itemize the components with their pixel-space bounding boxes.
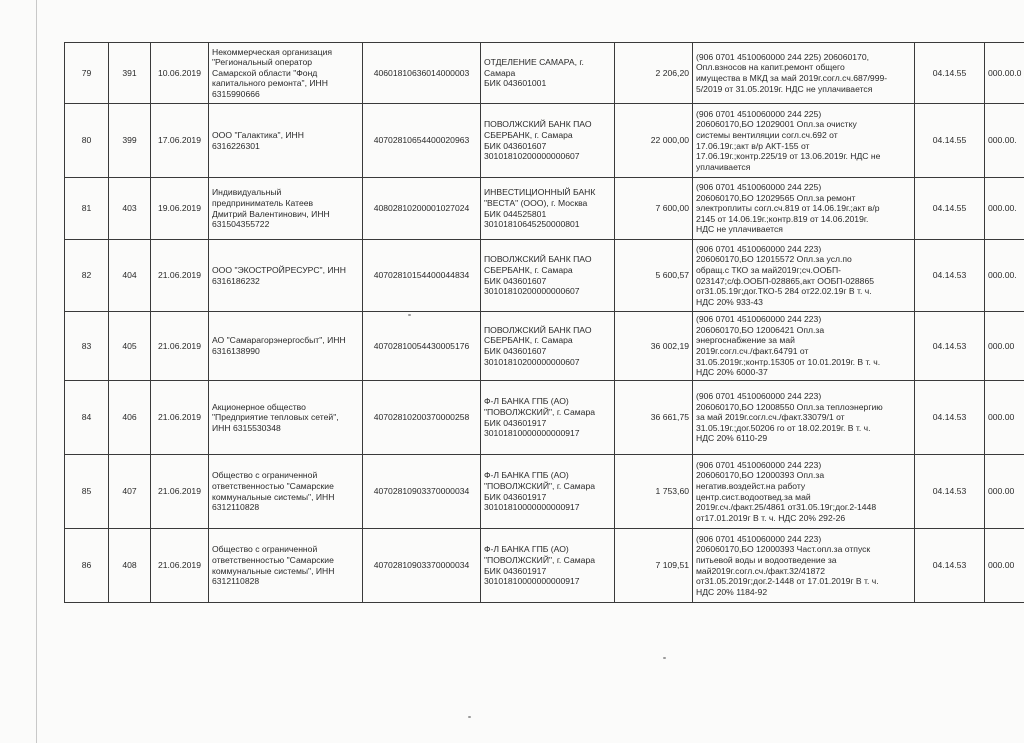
table-body [65, 43, 1024, 603]
payment-purpose-cell-line: питьевой воды и водоотведение за [696, 554, 837, 565]
bank-cell-line: ПОВОЛЖСКИЙ БАНК ПАО [484, 324, 592, 335]
truncated-code-cell: 000.00.0 [985, 43, 1024, 104]
payment-purpose-cell [693, 104, 915, 178]
payment-date-cell: 17.06.2019 [151, 104, 209, 178]
table-row [65, 178, 1024, 240]
payment-date-cell: 10.06.2019 [151, 43, 209, 104]
bank-cell [481, 381, 615, 455]
payment-purpose-cell-line: (906 0701 4510060000 244 223) [696, 391, 822, 402]
payee-cell [209, 104, 363, 178]
page-margin-line [36, 0, 37, 743]
bank-cell-line: БИК 043601001 [484, 78, 547, 89]
bank-cell-line: БИК 043601607 [484, 140, 547, 151]
payment-purpose-cell-line: центр.сист.водоотвед.за май [696, 491, 811, 502]
payment-purpose-cell [693, 529, 915, 603]
budget-code-cell: 04.14.55 [915, 43, 985, 104]
bank-cell-line: Ф-Л БАНКА ГПБ (АО) [484, 396, 569, 407]
payee-cell [209, 455, 363, 529]
payment-purpose-cell [693, 43, 915, 104]
bank-cell-line: 30101810200000000607 [484, 286, 580, 297]
bank-cell-line: СБЕРБАНК, г. Самара [484, 264, 573, 275]
payee-cell-line: 631504355722 [212, 219, 270, 230]
payee-cell-line: коммунальные системы", ИНН [212, 491, 335, 502]
payment-purpose-cell-line: электроплиты согл.сч.819 от 14.06.19г.;акт в/р [696, 203, 880, 214]
payment-purpose-cell-line: имущества в МКД за май 2019г.согл.сч.687/999- [696, 73, 888, 83]
row-number-cell: 80 [65, 104, 109, 178]
bank-cell-line: БИК 044525801 [484, 208, 547, 219]
bank-cell-line: "ПОВОЛЖСКИЙ", г. Самара [484, 480, 596, 491]
payee-cell-line: 6316226301 [212, 140, 260, 151]
bank-cell-line: ИНВЕСТИЦИОННЫЙ БАНК [484, 187, 596, 198]
bank-cell-line: 30101810200000000607 [484, 151, 580, 162]
truncated-code-cell: 000.00. [985, 104, 1024, 178]
payment-purpose-cell-line: за май 2019г.согл.сч./факт.33079/1 от [696, 412, 845, 423]
document-number-cell: 408 [109, 529, 151, 603]
payee-cell-line: 6316186232 [212, 275, 260, 286]
payment-purpose-cell-line: 206060170,БО 12000393 Част.опл.за отпуск [696, 544, 871, 555]
payment-purpose-cell-line: НДС 20% 6110-29 [696, 433, 768, 444]
payment-purpose-cell-line: НДС 20% 933-43 [696, 296, 763, 307]
table-row [65, 529, 1024, 603]
payee-cell-line: Общество с ограниченной [212, 470, 318, 481]
payment-purpose-cell-line: от17.01.2019г В т. ч. НДС 20% 292-26 [696, 512, 846, 523]
payment-purpose-cell-line: (906 0701 4510060000 244 225) [696, 108, 822, 119]
table-row [65, 381, 1024, 455]
table-row [65, 312, 1024, 381]
bank-cell-line: СБЕРБАНК, г. Самара [484, 129, 573, 140]
payee-cell-line: ИНН 6315530348 [212, 422, 281, 433]
payment-purpose-cell-line: НДС 20% 1184-92 [696, 586, 768, 597]
bank-cell-line: Ф-Л БАНКА ГПБ (АО) [484, 470, 569, 481]
bank-cell-line: ОТДЕЛЕНИЕ САМАРА, г. [484, 57, 584, 68]
payee-cell-line: коммунальные системы", ИНН [212, 565, 335, 576]
payment-purpose-cell-line: (906 0701 4510060000 244 225) 206060170, [696, 51, 869, 62]
payment-purpose-cell-line: 206060170,БО 12015572 Опл.за усл.по [696, 254, 852, 265]
bank-cell-line: БИК 043601917 [484, 565, 547, 576]
payment-purpose-cell [693, 178, 915, 240]
payment-purpose-cell-line: обращ.с ТКО за май2019г;сч.ООБП- [696, 264, 841, 275]
scan-speck [663, 657, 666, 659]
payment-purpose-cell [693, 381, 915, 455]
amount-cell: 5 600,57 [615, 240, 693, 312]
bank-cell-line: Самара [484, 67, 516, 78]
account-number-cell: 40702810054430005176 [363, 312, 481, 381]
payee-cell [209, 178, 363, 240]
payee-cell-line: Общество с ограниченной [212, 544, 318, 555]
payee-cell [209, 529, 363, 603]
payment-purpose-cell-line: негатив.воздейст.на работу [696, 480, 806, 491]
row-number-cell: 84 [65, 381, 109, 455]
payment-purpose-cell-line: 31.05.2019г.;контр.15305 от 10.01.2019г. В т. ч. [696, 356, 881, 367]
payment-purpose-cell-line: (906 0701 4510060000 244 223) [696, 533, 822, 544]
account-number-cell: 40702810903370000034 [363, 529, 481, 603]
payee-cell-line: 6316138990 [212, 346, 260, 356]
amount-cell: 36 002,19 [615, 312, 693, 381]
row-number-cell: 81 [65, 178, 109, 240]
payment-purpose-cell-line: 17.06.19г.;контр.225/19 от 13.06.2019г. НДС не [696, 151, 881, 162]
budget-code-cell: 04.14.53 [915, 455, 985, 529]
payment-purpose-cell-line: 2145 от 14.06.19г.;контр.819 от 14.06.2019г. [696, 213, 869, 224]
document-number-cell: 399 [109, 104, 151, 178]
payee-cell-line: Самарской области "Фонд [212, 67, 318, 78]
payee-cell-line: капитального ремонта", ИНН [212, 78, 328, 89]
row-number-cell: 82 [65, 240, 109, 312]
payment-purpose-cell [693, 240, 915, 312]
payment-purpose-cell-line: 2019г.сч./факт.25/4861 от31.05.19г;дог.2-1448 [696, 502, 877, 513]
budget-code-cell: 04.14.53 [915, 381, 985, 455]
payment-purpose-cell-line: 5/2019 от 31.05.2019г. НДС не уплачивается [696, 83, 873, 94]
payment-purpose-cell-line: 206060170,БО 12008550 Опл.за теплоэнергию [696, 401, 883, 412]
amount-cell: 7 109,51 [615, 529, 693, 603]
payee-cell-line: ООО "Галактика", ИНН [212, 129, 304, 140]
payment-purpose-cell-line: системы вентиляции согл.сч.692 от [696, 129, 838, 140]
payee-cell-line: ООО "ЭКОСТРОЙРЕСУРС", ИНН [212, 264, 346, 275]
payee-cell [209, 381, 363, 455]
bank-cell-line: 30101810645250000801 [484, 219, 580, 230]
bank-cell [481, 240, 615, 312]
payment-purpose-cell [693, 455, 915, 529]
bank-cell-line: ПОВОЛЖСКИЙ БАНК ПАО [484, 254, 592, 265]
payment-date-cell: 21.06.2019 [151, 381, 209, 455]
payee-cell-line: предприниматель Катеев [212, 197, 314, 208]
truncated-code-cell: 000.00. [985, 240, 1024, 312]
bank-cell [481, 312, 615, 381]
payment-purpose-cell-line: 023147;с/ф.ООБП-028865,акт ООБП-028865 [696, 275, 875, 286]
payee-cell-line: Дмитрий Валентинович, ИНН [212, 208, 330, 219]
payment-purpose-cell-line: (906 0701 4510060000 244 223) [696, 314, 822, 325]
payee-cell-line: Индивидуальный [212, 187, 282, 198]
payment-purpose-cell-line: (906 0701 4510060000 244 223) [696, 459, 822, 470]
payment-purpose-cell-line: уплачивается [696, 161, 751, 172]
account-number-cell: 40802810200001027024 [363, 178, 481, 240]
bank-cell [481, 455, 615, 529]
row-number-cell: 83 [65, 312, 109, 381]
payment-date-cell: 19.06.2019 [151, 178, 209, 240]
account-number-cell: 40702810903370000034 [363, 455, 481, 529]
bank-cell-line: БИК 043601917 [484, 491, 547, 502]
payee-cell-line: 6315990666 [212, 88, 260, 99]
bank-cell-line: 30101810000000000917 [484, 502, 580, 513]
bank-cell-line: 30101810000000000917 [484, 428, 580, 439]
truncated-code-cell: 000.00 [985, 455, 1024, 529]
payment-purpose-cell-line: от31.05.2019г;дог.2-1448 от 17.01.2019г В т. ч. [696, 576, 879, 587]
amount-cell: 1 753,60 [615, 455, 693, 529]
budget-code-cell: 04.14.53 [915, 529, 985, 603]
bank-cell-line: БИК 043601607 [484, 346, 547, 356]
row-number-cell: 85 [65, 455, 109, 529]
payee-cell-line: ответственностью "Самарские [212, 480, 334, 491]
payment-purpose-cell-line: энергоснабжение за май [696, 335, 795, 346]
budget-code-cell: 04.14.53 [915, 240, 985, 312]
scan-speck [408, 314, 411, 316]
payment-date-cell: 21.06.2019 [151, 312, 209, 381]
table-row [65, 240, 1024, 312]
payment-purpose-cell-line: НДС 20% 6000-37 [696, 367, 768, 378]
budget-code-cell: 04.14.55 [915, 178, 985, 240]
payment-purpose-cell-line: 206060170,БО 12006421 Опл.за [696, 324, 825, 335]
payment-purpose-cell-line: от31.05.19г;дог.ТКО-5 284 от22.02.19г В т. ч. [696, 286, 872, 297]
payment-purpose-cell [693, 312, 915, 381]
payment-purpose-cell-line: Опл.взносов на капит.ремонт общего [696, 62, 845, 73]
account-number-cell: 40601810636014000003 [363, 43, 481, 104]
bank-cell [481, 529, 615, 603]
payment-purpose-cell-line: 206060170,БО 12029565 Опл.за ремонт [696, 192, 856, 203]
amount-cell: 7 600,00 [615, 178, 693, 240]
amount-cell: 22 000,00 [615, 104, 693, 178]
bank-cell-line: ПОВОЛЖСКИЙ БАНК ПАО [484, 119, 592, 130]
truncated-code-cell: 000.00 [985, 381, 1024, 455]
bank-cell-line: Ф-Л БАНКА ГПБ (АО) [484, 544, 569, 555]
amount-cell: 2 206,20 [615, 43, 693, 104]
payee-cell-line: ответственностью "Самарские [212, 554, 334, 565]
row-number-cell: 79 [65, 43, 109, 104]
bank-cell-line: "ВЕСТА" (ООО), г. Москва [484, 197, 588, 208]
table-row [65, 455, 1024, 529]
budget-code-cell: 04.14.53 [915, 312, 985, 381]
payment-purpose-cell-line: (906 0701 4510060000 244 223) [696, 243, 822, 254]
payee-cell [209, 43, 363, 104]
payee-cell-line: "Предприятие тепловых сетей", [212, 412, 339, 423]
document-number-cell: 403 [109, 178, 151, 240]
truncated-code-cell: 000.00 [985, 312, 1024, 381]
bank-cell [481, 43, 615, 104]
payee-cell [209, 312, 363, 381]
payee-cell-line: АО "Самарагорэнергосбыт", ИНН [212, 335, 346, 346]
bank-cell-line: 30101810200000000607 [484, 356, 580, 367]
payee-cell-line: 6312110828 [212, 576, 260, 587]
payee-cell-line: Некоммерческая организация [212, 46, 333, 57]
table-row [65, 104, 1024, 178]
payee-cell-line: "Региональный оператор [212, 57, 313, 68]
document-number-cell: 404 [109, 240, 151, 312]
amount-cell: 36 661,75 [615, 381, 693, 455]
payment-date-cell: 21.06.2019 [151, 240, 209, 312]
bank-cell-line: БИК 043601917 [484, 417, 547, 428]
payee-cell [209, 240, 363, 312]
document-number-cell: 406 [109, 381, 151, 455]
document-number-cell: 407 [109, 455, 151, 529]
payment-purpose-cell-line: НДС не уплачивается [696, 224, 783, 235]
truncated-code-cell: 000.00. [985, 178, 1024, 240]
payment-purpose-cell-line: 31.05.19г.;дог.50206 го от 18.02.2019г. В т. ч. [696, 422, 871, 433]
bank-cell-line: БИК 043601607 [484, 275, 547, 286]
scan-speck [468, 716, 471, 718]
payment-purpose-cell-line: (906 0701 4510060000 244 225) [696, 182, 822, 193]
account-number-cell: 40702810154400044834 [363, 240, 481, 312]
payment-date-cell: 21.06.2019 [151, 455, 209, 529]
payment-purpose-cell-line: 17.06.19г.;акт в/р АКТ-155 от [696, 140, 810, 151]
document-number-cell: 405 [109, 312, 151, 381]
account-number-cell: 40702810654400020963 [363, 104, 481, 178]
payment-purpose-cell-line: 2019г.согл.сч./факт.64791 от [696, 346, 809, 356]
budget-code-cell: 04.14.55 [915, 104, 985, 178]
payee-cell-line: 6312110828 [212, 502, 260, 513]
bank-cell-line: СБЕРБАНК, г. Самара [484, 335, 573, 346]
payee-cell-line: Акционерное общество [212, 401, 306, 412]
bank-cell [481, 178, 615, 240]
payments-register-table [64, 42, 1024, 603]
bank-cell-line: "ПОВОЛЖСКИЙ", г. Самара [484, 554, 596, 565]
bank-cell-line: "ПОВОЛЖСКИЙ", г. Самара [484, 406, 596, 417]
account-number-cell: 40702810200370000258 [363, 381, 481, 455]
bank-cell [481, 104, 615, 178]
row-number-cell: 86 [65, 529, 109, 603]
payment-date-cell: 21.06.2019 [151, 529, 209, 603]
document-number-cell: 391 [109, 43, 151, 104]
truncated-code-cell: 000.00 [985, 529, 1024, 603]
payment-purpose-cell-line: май2019г.согл.сч./факт.32/41872 [696, 565, 825, 576]
table-row [65, 43, 1024, 104]
bank-cell-line: 30101810000000000917 [484, 576, 580, 587]
payment-purpose-cell-line: 206060170,БО 12000393 Опл.за [696, 470, 825, 481]
payment-purpose-cell-line: 206060170,БО 12029001 Опл.за очистку [696, 119, 857, 130]
